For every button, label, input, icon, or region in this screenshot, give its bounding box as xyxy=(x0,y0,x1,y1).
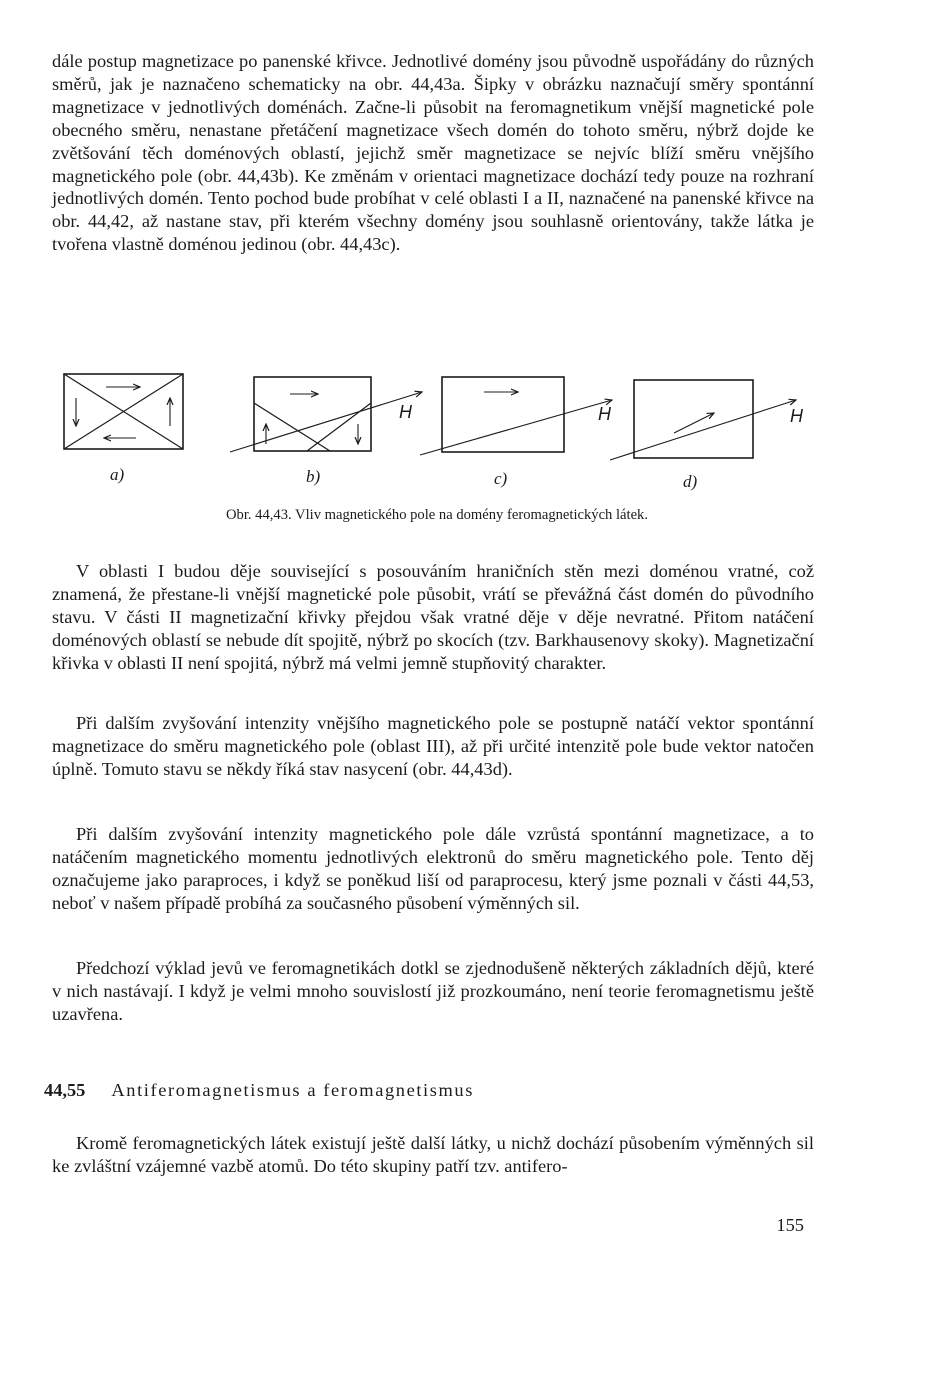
panel-d-domains xyxy=(610,380,796,460)
paragraph-paraprocess: Při dalším zvyšování intenzity magnetického pole dále vzrůstá spontánní magnetizace, a to natáčením magnetického momentu jednotlivých elektronů do směru magnetického pole. Tento děj označujeme jako paraproces, i když se poněkud liší od paraprocesu, který jsme poznali v části 44,53, neboť v našem případě probíhá za současného působení výměnných sil. xyxy=(52,824,814,913)
field-label-d: H xyxy=(790,406,803,426)
panel-label-d: d) xyxy=(683,472,698,491)
panel-label-c: c) xyxy=(494,469,508,488)
section-heading xyxy=(44,1078,804,1102)
paragraph-region-three: Při dalším zvyšování intenzity vnějšího magnetického pole se postupně natáčí vektor spontánní magnetizace do směru magnetického pole (oblast III), až při určité intenzitě pole bude vektor natočen úplně. Tomuto stavu se někdy říká stav nasycení (obr. 44,43d). xyxy=(52,713,814,779)
section-title: Antiferomagnetismus a feromagnetismus xyxy=(111,1080,474,1100)
figure-caption: Obr. 44,43. Vliv magnetického pole na domény feromagnetických látek. xyxy=(225,507,649,523)
panel-c-domains xyxy=(420,377,612,455)
section-number: 44,55 xyxy=(44,1080,86,1100)
paragraph-antiferro: Kromě feromagnetických látek existují ještě další látky, u nichž dochází působením výměnných sil ke zvláštní vzájemné vazbě atomů. Do této skupiny patří tzv. antifero- xyxy=(52,1133,814,1176)
paragraph-continued: dále postup magnetizace po panenské křivce. Jednotlivé domény jsou původně uspořádány do různých směrů, jak je naznačeno schematicky na obr. 44,43a. Šipky v obrázku naznačují směry spontánní magnetizace v jednotlivých doménách. Začne-li působit na feromagnetikum vnější magnetické pole obecného směru, nenastane přetáčení magnetizace všech domén do tohoto směru, nýbrž dojde ke zvětšování těch doménových oblastí, jejichž směr magnetizace se nejvíc blíží směru vnějšího magnetického pole (obr. 44,43b). Ke změnám v orientaci magnetizace dochází tedy pouze na rozhraní jednotlivých domén. Tento pochod bude probíhat v celé oblasti I a II, naznačené na panenské křivce na obr. 44,42, až nastane stav, při kterém všechny domény jsou souhlasně orientovány, takže látka je tvořena vlastně doménou jedinou (obr. 44,43c). xyxy=(52,51,814,255)
field-label-c: H xyxy=(598,404,611,424)
panel-label-b: b) xyxy=(306,467,321,486)
panel-a-domains xyxy=(64,374,183,449)
panel-label-a: a) xyxy=(110,465,125,484)
page-number: 155 xyxy=(776,1215,804,1235)
paragraph-region-one: V oblasti I budou děje související s posouváním hraničních stěn mezi doménou vratné, což znamená, že přestane-li vnější magnetické pole působit, vrátí se převážná část domén do původního stavu. V části II magnetizační křivky přejdou však vratné děje v děje nevratné. Přitom natáčení doménových oblastí se nebude dít spojitě, nýbrž po skocích (tzv. Barkhausenovy skoky). Magnetizační křivka v oblasti II není spojitá, nýbrž má velmi jemně stupňovitý charakter. xyxy=(52,561,814,673)
domain-diagram xyxy=(52,362,822,502)
figure-44-43 xyxy=(52,362,822,502)
paragraph-summary: Předchozí výklad jevů ve feromagnetikách dotkl se zjednodušeně některých základních dějů, které v nich nastávají. I když je velmi mnoho souvislostí již prozkoumáno, není teorie feromagnetismu ještě uzavřena. xyxy=(52,958,814,1024)
field-label-b: H xyxy=(399,402,412,422)
panel-b-domains xyxy=(230,377,422,452)
